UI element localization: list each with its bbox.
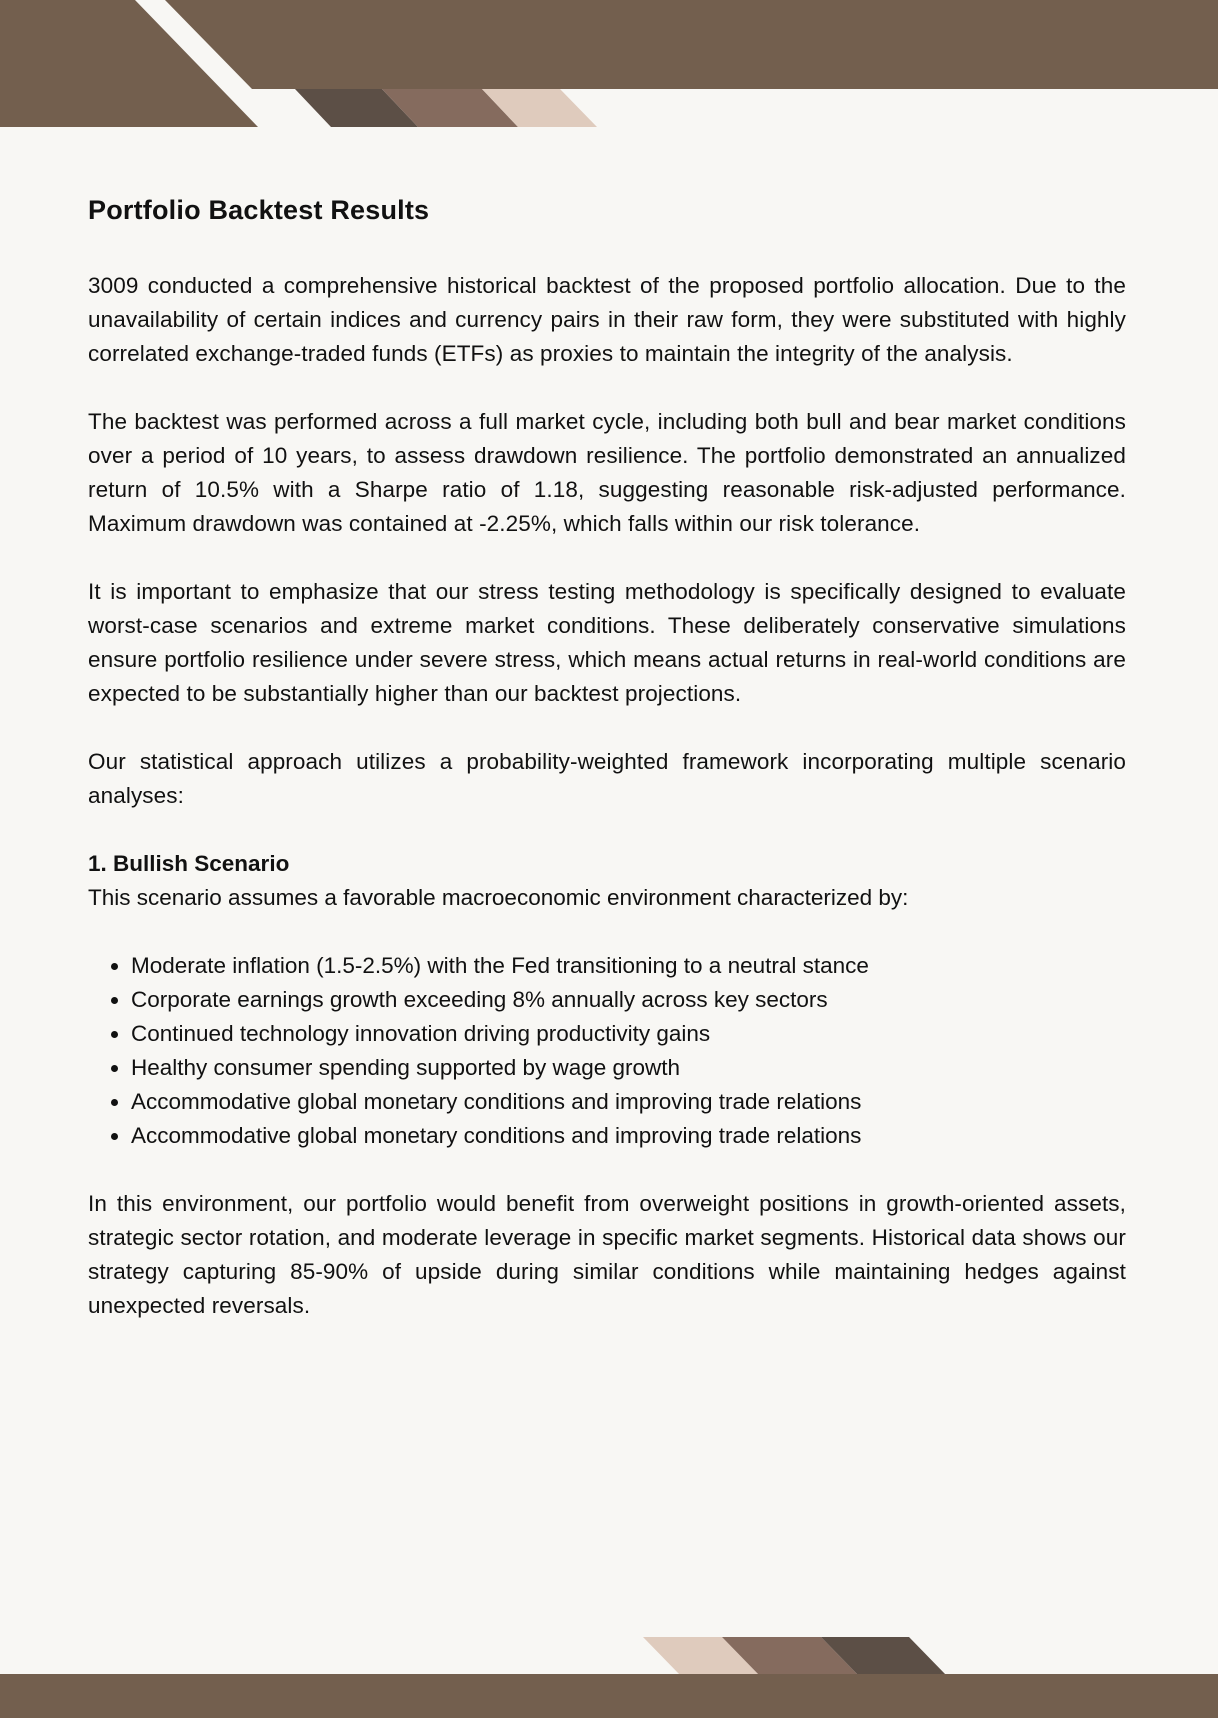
list-item: • Accommodative global monetary conditions and improving trade relations	[131, 1085, 1126, 1119]
header-top-bar	[165, 0, 1218, 89]
footer-stripe-light	[643, 1637, 759, 1675]
list-item: • Healthy consumer spending supported by wage growth	[131, 1051, 1126, 1085]
page-title: Portfolio Backtest Results	[88, 195, 430, 225]
footer-decoration	[0, 1637, 1218, 1718]
header-left-shape	[0, 0, 258, 127]
paragraph-methodology: 3009 conducted a comprehensive historical backtest of the proposed portfolio allocation. Due to the unavailability of certain indices and currency pairs in their raw form, they were substituted with highly correlated exchange-traded funds (ETFs) as proxies to maintain the integrity of the analysis.	[88, 273, 1126, 366]
paragraph-stress-testing: It is important to emphasize that our stress testing methodology is specifically designed to evaluate worst-case scenarios and extreme market conditions. These deliberately conservative simulations ensure portfolio resilience under severe stress, which means actual returns in real-world conditions are expected to be substantially higher than our backtest projections.	[88, 579, 1126, 706]
scenario-heading: 1. Bullish Scenario	[88, 851, 290, 876]
document-body	[88, 190, 1126, 1357]
footer-stripe-dark	[821, 1637, 946, 1675]
list-item: • Moderate inflation (1.5-2.5%) with the Fed transitioning to a neutral stance	[131, 949, 1126, 983]
paragraph-statistical-approach: Our statistical approach utilizes a probability-weighted framework incorporating multiple scenario analyses:	[88, 749, 1126, 808]
footer-bar	[0, 1674, 1218, 1718]
header-stripe-light	[482, 89, 597, 127]
paragraph-performance: The backtest was performed across a full market cycle, including both bull and bear market conditions over a period of 10 years, to assess drawdown resilience. The portfolio demonstrated an annualized return of 10.5% with a Sharpe ratio of 1.18, suggesting reasonable risk-adjusted performance. Maximum drawdown was contained at -2.25%, which falls within our risk tolerance.	[88, 409, 1126, 536]
header-stripe-mid	[382, 89, 518, 127]
scenario-conclusion: In this environment, our portfolio would benefit from overweight positions in growth-oriented assets, strategic sector rotation, and moderate leverage in specific market segments. Historical data shows our strategy capturing 85-90% of upside during similar conditions while maintaining hedges against unexpected reversals.	[88, 1191, 1126, 1318]
list-item: • Accommodative global monetary conditions and improving trade relations	[131, 1119, 1126, 1153]
list-item: • Continued technology innovation driving productivity gains	[131, 1017, 1126, 1051]
header-stripe-dark	[295, 89, 418, 127]
scenario-intro: This scenario assumes a favorable macroeconomic environment characterized by:	[88, 885, 909, 910]
header-decoration	[0, 0, 1218, 130]
bullish-scenario-section	[88, 847, 1126, 1323]
scenario-bullet-list	[88, 949, 1126, 1153]
footer-stripe-mid	[722, 1637, 858, 1675]
list-item: • Corporate earnings growth exceeding 8% annually across key sectors	[131, 983, 1126, 1017]
